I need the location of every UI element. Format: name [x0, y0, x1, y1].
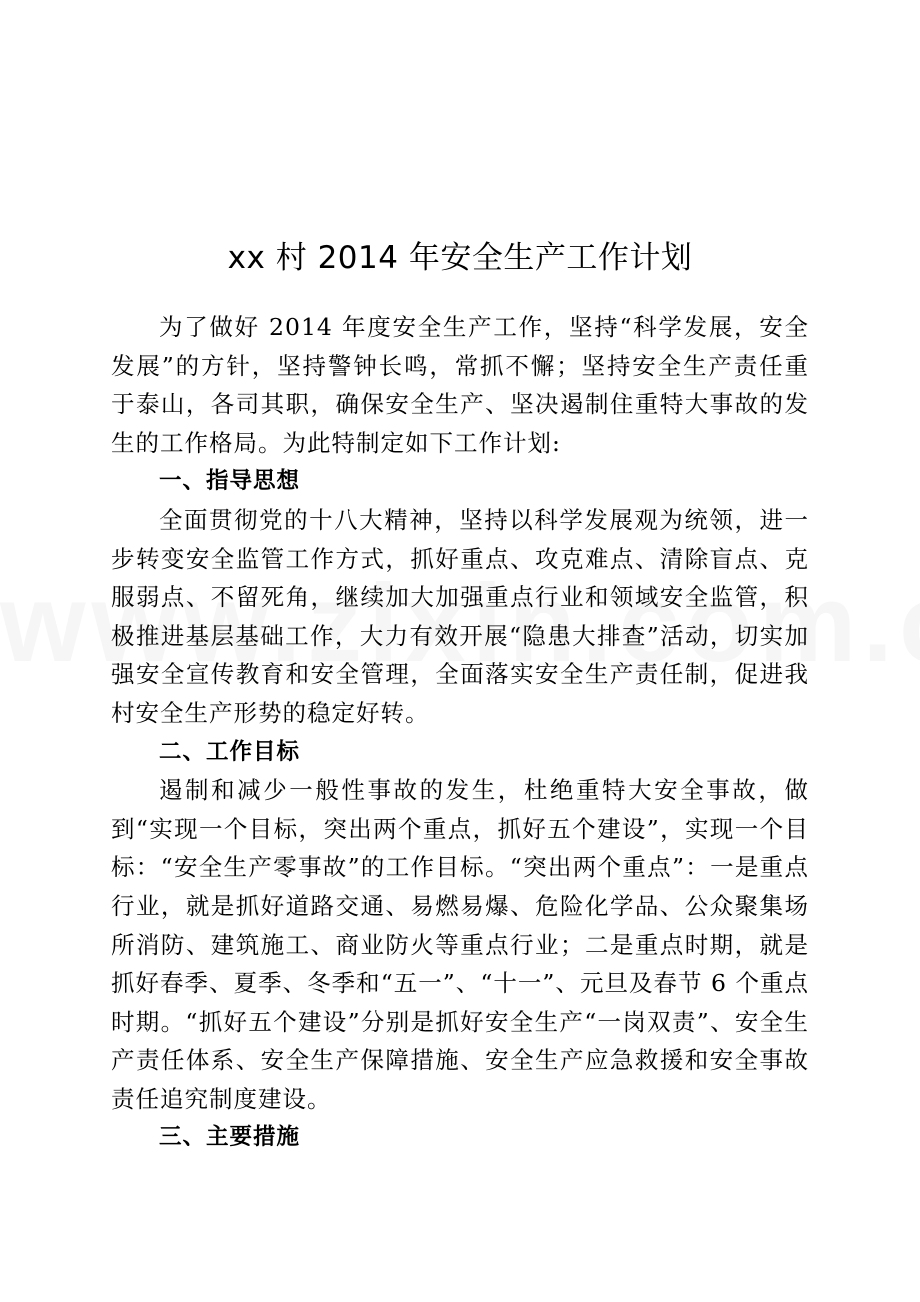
- intro-paragraph: 为了做好 2014 年度安全生产工作，坚持“科学发展，安全发展”的方针，坚持警钟长鸣，常抓不懈；坚持安全生产责任重于泰山，各司其职，确保安全生产、坚决遏制住重特大事故的发生的工作格局。为此特制定如下工作计划:: [111, 313, 809, 457]
- section-heading-main-measures: 三、主要措施: [159, 1124, 301, 1151]
- section-paragraph-work-goals: 遏制和减少一般性事故的发生，杜绝重特大安全事故，做到“实现一个目标，突出两个重点，抓好五个建设”，实现一个目标：“安全生产零事故”的工作目标。“突出两个重点”：一是重点行业，就是抓好道路交通、易燃易爆、危险化学品、公众聚集场所消防、建筑施工、商业防火等重点行业；二是重点时期，就是抓好春季、夏季、冬季和“五一”、“十一”、元旦及春节 6 个重点时期。“抓好五个建设”分别是抓好安全生产“一岗双责”、安全生产责任体系、安全生产保障措施、安全生产应急救援和安全事故责任追究制度建设。: [111, 776, 809, 1113]
- document-title: xx 村 2014 年安全生产工作计划: [227, 240, 693, 276]
- section-heading-guiding-thought: 一、指导思想: [159, 468, 301, 495]
- section-paragraph-guiding-thought: 全面贯彻党的十八大精神，坚持以科学发展观为统领，进一步转变安全监管工作方式，抓好重点、攻克难点、清除盲点、克服弱点、不留死角，继续加大加强重点行业和领域安全监管，积极推进基层基础工作，大力有效开展“隐患大排查”活动，切实加强安全宣传教育和安全管理，全面落实安全生产责任制，促进我村安全生产形势的稳定好转。: [111, 505, 809, 727]
- document-body: [111, 308, 809, 1157]
- section-heading-work-goals: 二、工作目标: [159, 738, 301, 765]
